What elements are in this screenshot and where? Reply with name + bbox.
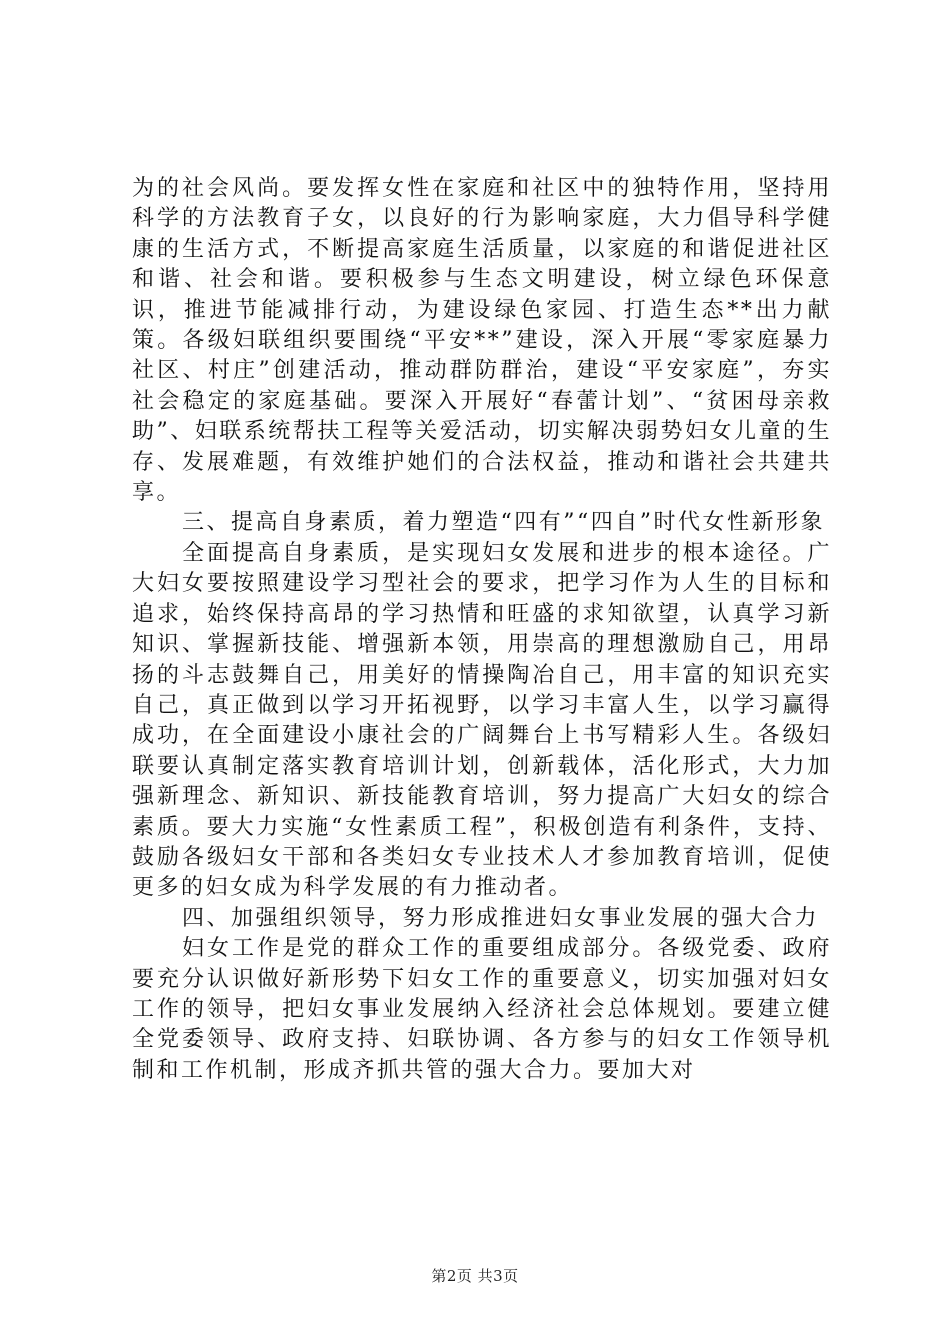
section-heading-3: 三、提高自身素质，着力塑造“四有”“四自”时代女性新形象	[182, 510, 825, 536]
body-text	[132, 174, 832, 1086]
page-number-footer: 第2页 共3页	[431, 1267, 519, 1285]
paragraph-section-4: 妇女工作是党的群众工作的重要组成部分。各级党委、政府要充分认识做好新形势下妇女工作的重要意义，切实加强对妇女工作的领导，把妇女事业发展纳入经济社会总体规划。要建立健全党委领导、政府支持、妇联协调、各方参与的妇女工作领导机制和工作机制，形成齐抓共管的强大合力。要加大对	[132, 936, 832, 1083]
paragraph-section-3: 全面提高自身素质，是实现妇女发展和进步的根本途径。广大妇女要按照建设学习型社会的要求，把学习作为人生的目标和追求，始终保持高昂的学习热情和旺盛的求知欲望，认真学习新知识、掌握新技能、增强新本领，用崇高的理想激励自己，用昂扬的斗志鼓舞自己，用美好的情操陶冶自己，用丰富的知识充实自己，真正做到以学习开拓视野，以学习丰富人生，以学习赢得成功，在全面建设小康社会的广阔舞台上书写精彩人生。各级妇联要认真制定落实教育培训计划，创新载体，活化形式，大力加强新理念、新知识、新技能教育培训，努力提高广大妇女的综合素质。要大力实施“女性素质工程”，积极创造有利条件，支持、鼓励各级妇女干部和各类妇女专业技术人才参加教育培训，促使更多的妇女成为科学发展的有力推动者。	[132, 540, 832, 901]
paragraph-continuation: 为的社会风尚。要发挥女性在家庭和社区中的独特作用，坚持用科学的方法教育子女，以良好的行为影响家庭，大力倡导科学健康的生活方式，不断提高家庭生活质量，以家庭的和谐促进社区和谐、社会和谐。要积极参与生态文明建设，树立绿色环保意识，推进节能减排行动，为建设绿色家园、打造生态**出力献策。各级妇联组织要围绕“平安**”建设，深入开展“零家庭暴力社区、村庄”创建活动，推动群防群治，建设“平安家庭”，夯实社会稳定的家庭基础。要深入开展好“春蕾计划”、“贫困母亲救助”、妇联系统帮扶工程等关爱活动，切实解决弱势妇女儿童的生存、发展难题，有效维护她们的合法权益，推动和谐社会共建共享。	[132, 176, 832, 506]
section-heading-4: 四、加强组织领导，努力形成推进妇女事业发展的强大合力	[182, 905, 820, 931]
